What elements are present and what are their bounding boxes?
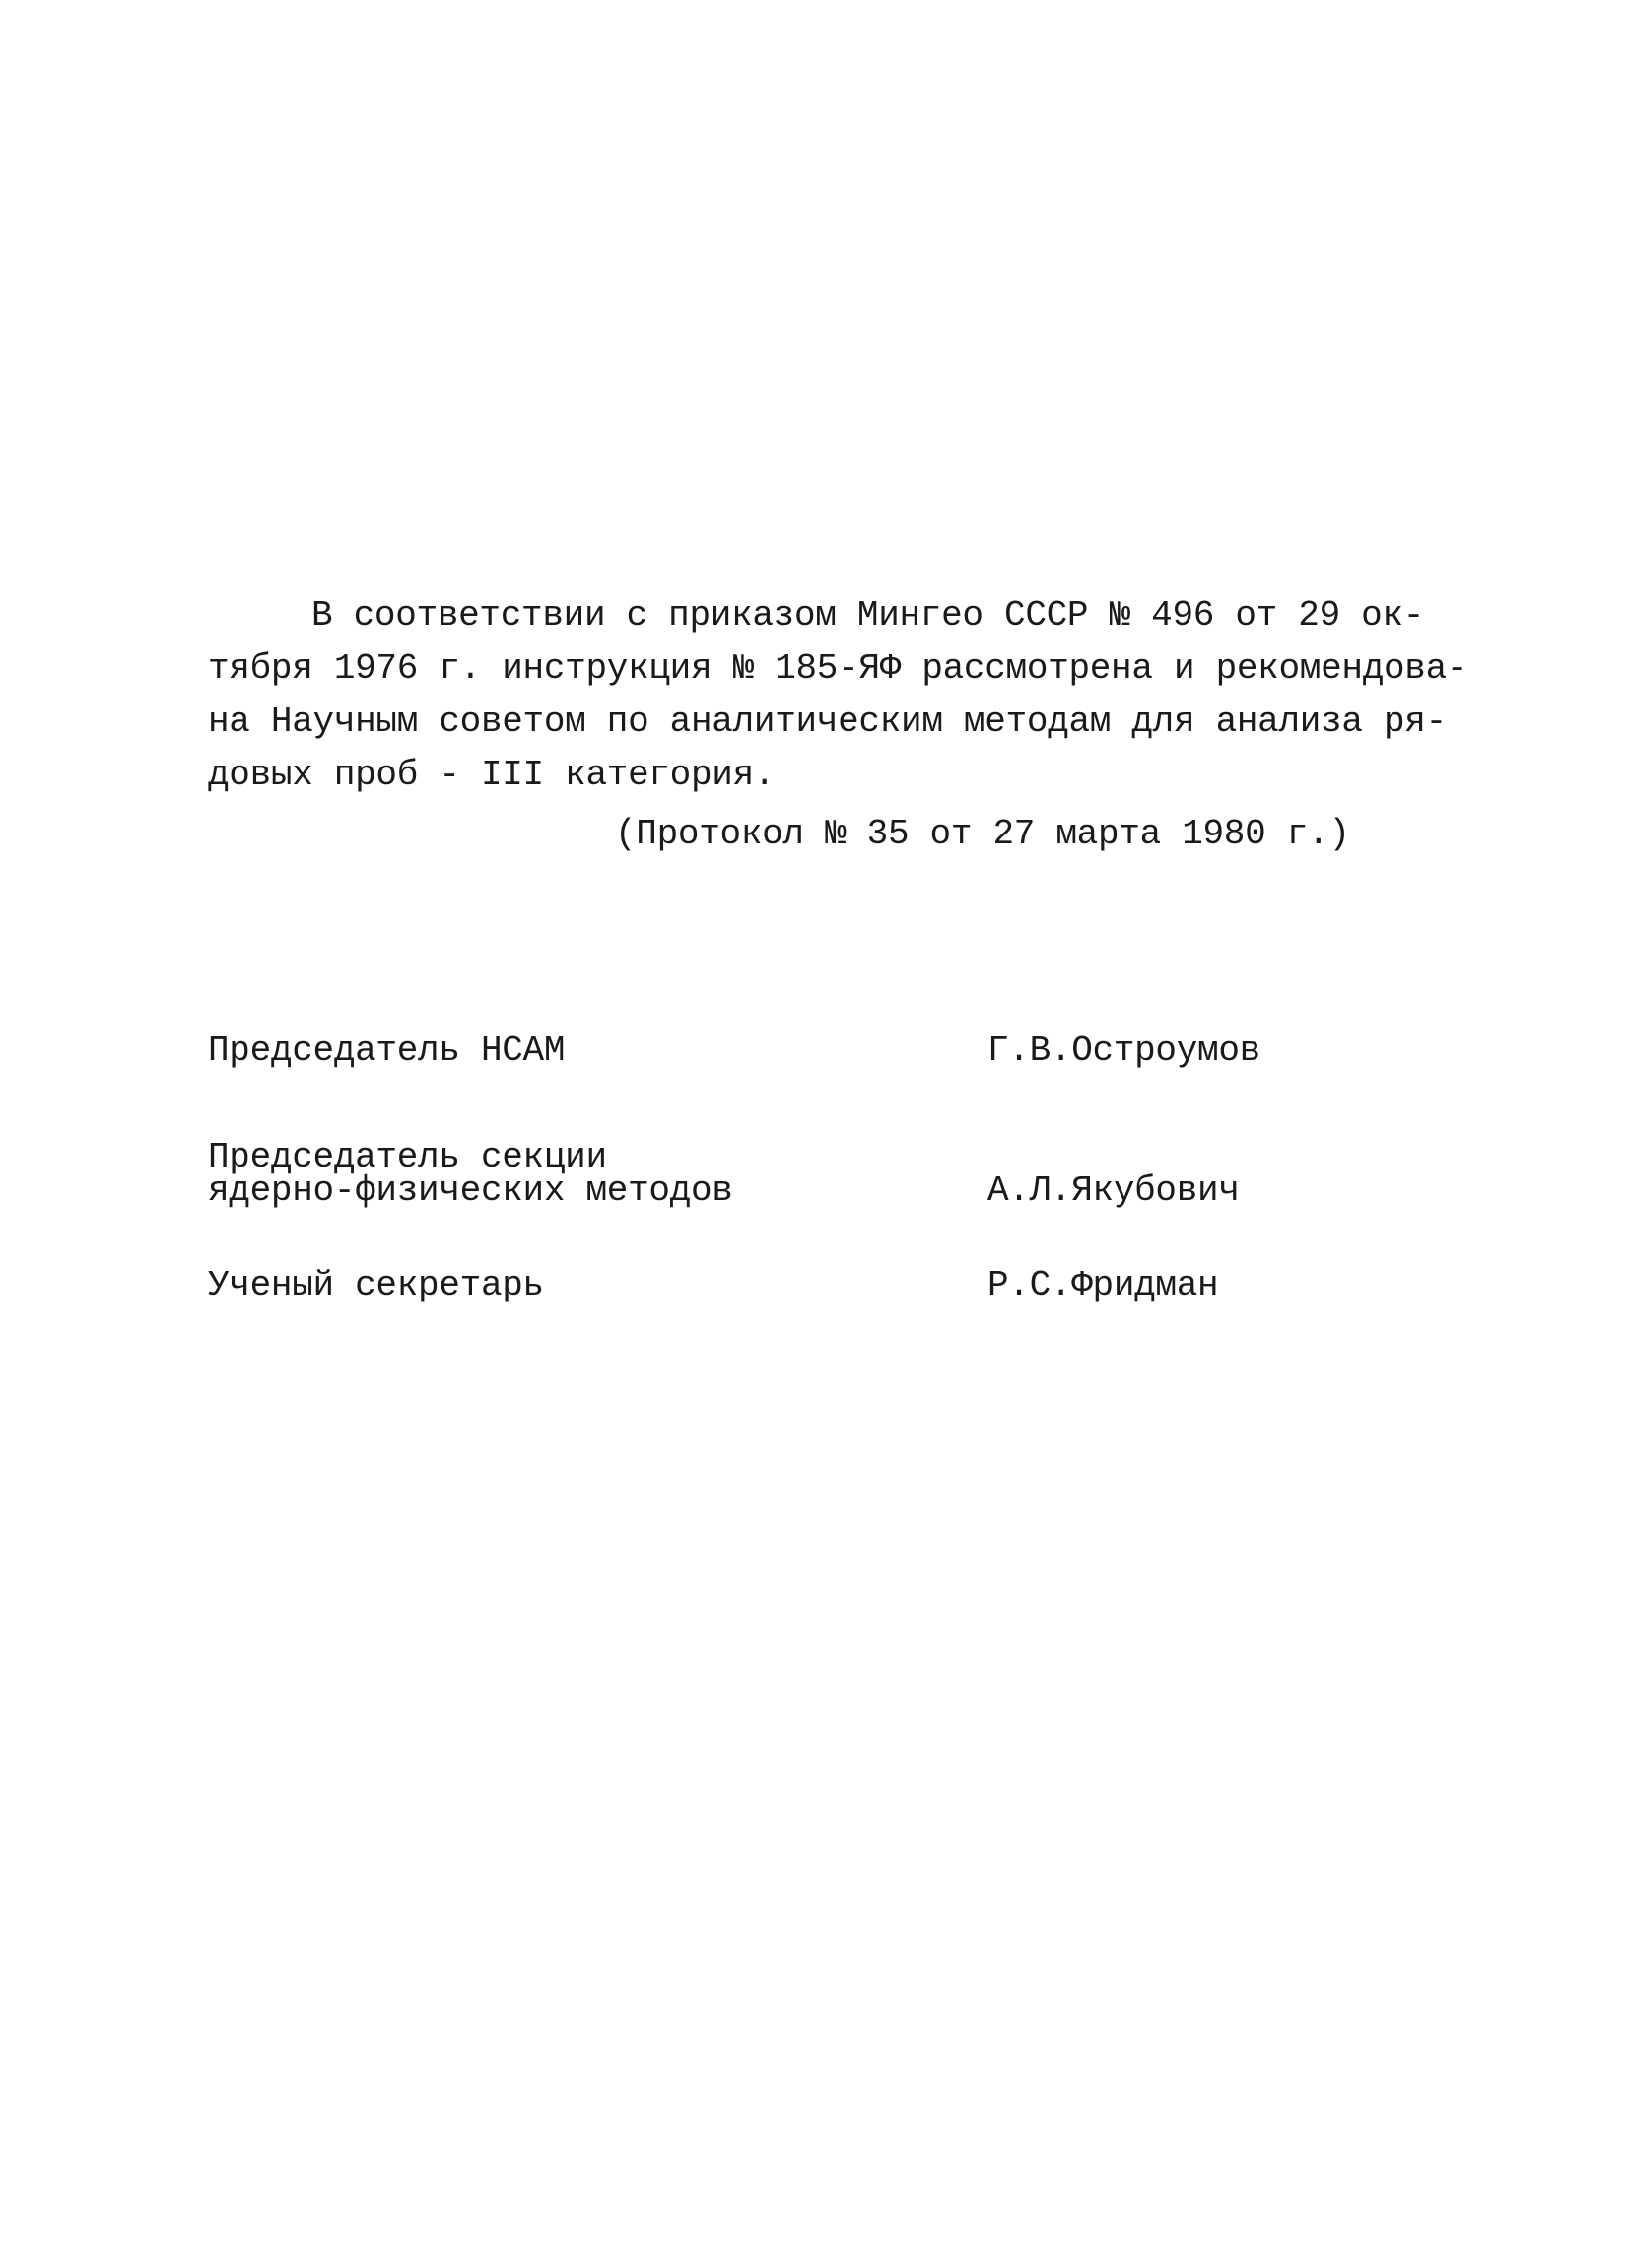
- signatory-title: [208, 1137, 733, 1211]
- paragraph-line: тября 1976 г. инструкция № 185-ЯФ рассмотрена и рекомендова-: [208, 648, 1468, 689]
- paragraph-line: В соответствии с приказом Мингео СССР № 496 от 29 ок-: [311, 595, 1425, 635]
- signatory-title: [208, 1265, 544, 1305]
- paragraph-line: на Научным советом по аналитическим методам для анализа ря-: [208, 701, 1447, 742]
- signatory-title: [208, 1031, 566, 1071]
- signatory-title-line: Ученый секретарь: [208, 1265, 544, 1305]
- signatory-name: А.Л.Якубович: [987, 1170, 1240, 1211]
- signatory-title-line: Председатель секции: [208, 1137, 607, 1177]
- signatory-title-line: Председатель НСАМ: [208, 1031, 566, 1071]
- signatory-title-line: ядерно-физических методов: [208, 1170, 733, 1211]
- protocol-reference: (Протокол № 35 от 27 марта 1980 г.): [615, 814, 1350, 854]
- approval-paragraph: [208, 589, 1468, 802]
- signatory-name: Р.С.Фридман: [987, 1265, 1219, 1305]
- signatory-name: Г.В.Остроумов: [987, 1031, 1260, 1071]
- paragraph-line: довых проб - III категория.: [208, 755, 776, 795]
